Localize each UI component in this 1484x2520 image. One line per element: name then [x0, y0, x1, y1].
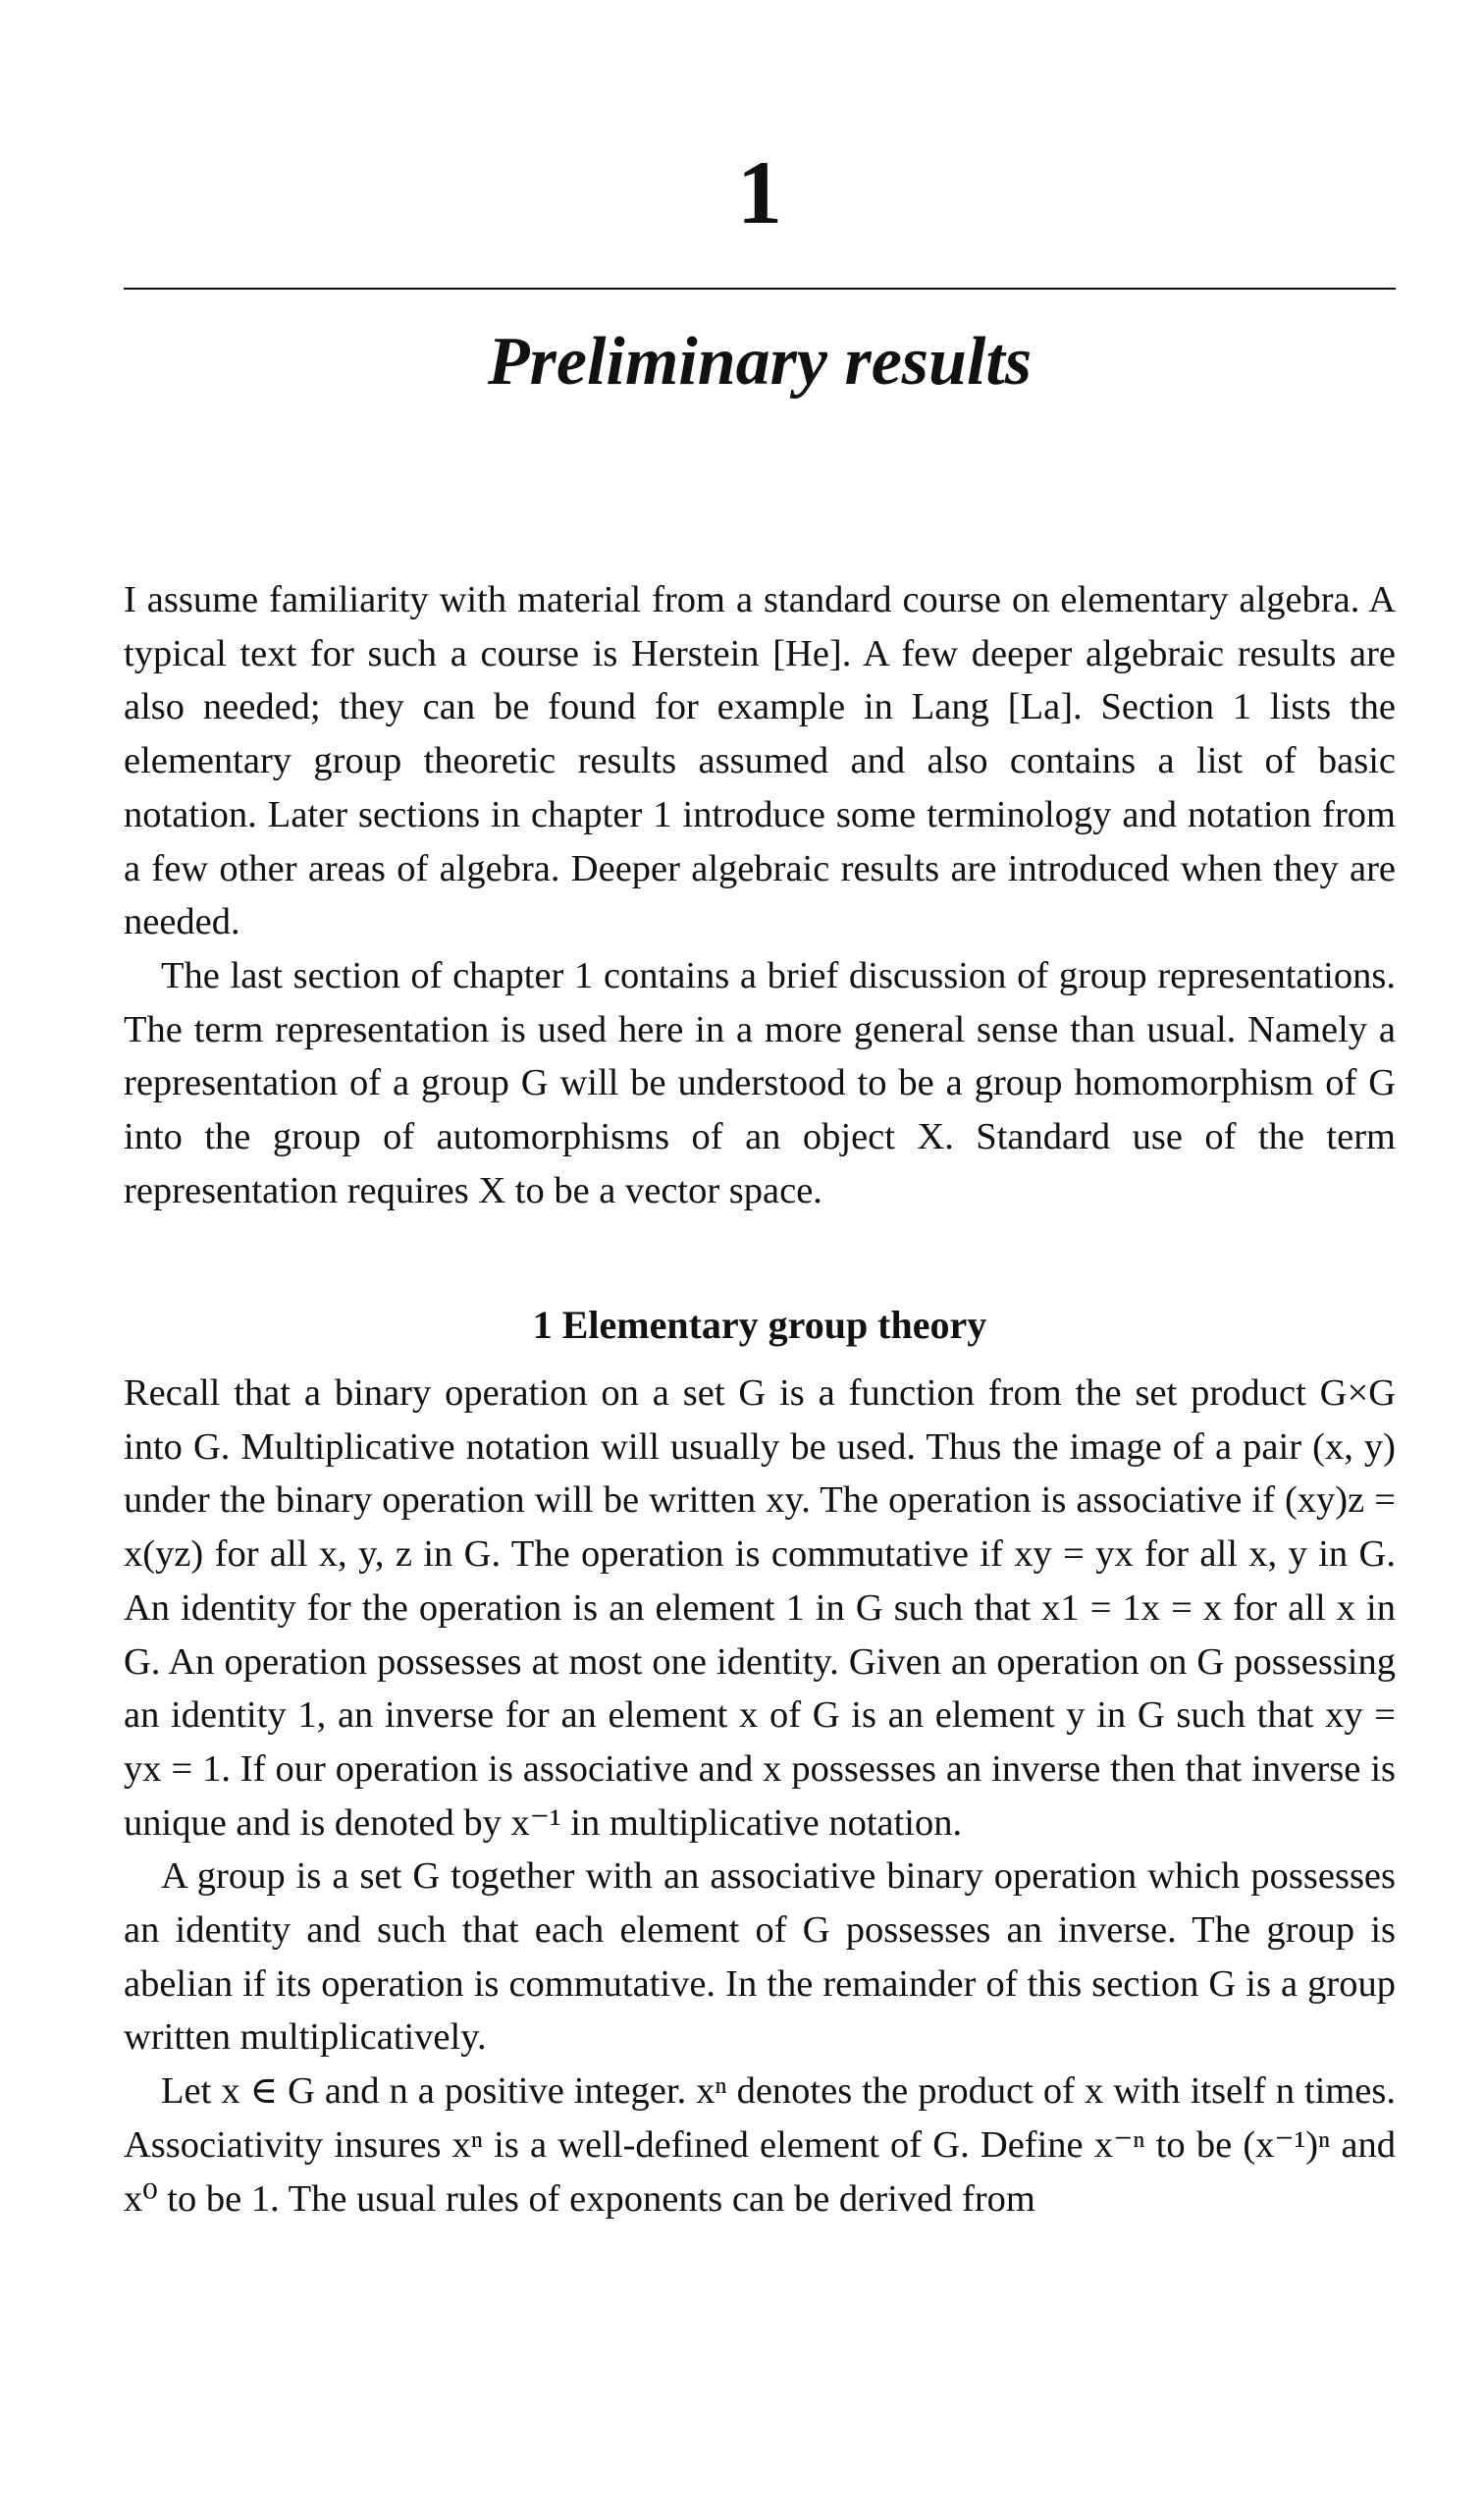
- intro-paragraph-2: The last section of chapter 1 contains a brief discussion of group representations. The term representation is used here in a more general sense than usual. Namely a representation of a group G will be understood to be a group homomorphism of G into the group of automorphisms of an object X. Standard use of the term representation requires X to be a vector space.: [124, 954, 1396, 1211]
- section-paragraph-1: Recall that a binary operation on a set G is a function from the set product G×G into G. Multiplicative notation will usually be used. Thus the image of a pair (x, y) under the binary operation will be written xy. The operation is associative if (xy)z = x(yz) for all x, y, z in G. The operation is commutative if xy = yx for all x, y in G. An identity for the operation is an element 1 in G such that x1 = 1x = x for all x in G. An operation possesses at most one identity. Given an operation on G possessing an identity 1, an inverse for an element x of G is an element y in G such that xy = yx = 1. If our operation is associative and x possesses an inverse then that inverse is unique and is denoted by x⁻¹ in multiplicative notation.: [124, 1372, 1396, 1844]
- section-paragraph-2: A group is a set G together with an associative binary operation which possesses an identity and such that each element of G possesses an inverse. The group is abelian if its operation is commutative. In the remainder of this section G is a group written multiplicatively.: [124, 1855, 1396, 2059]
- section-heading: 1 Elementary group theory: [532, 1303, 987, 1347]
- section-text: [124, 1367, 1396, 2225]
- chapter-rule: [124, 288, 1396, 290]
- chapter-title: Preliminary results: [487, 324, 1033, 400]
- chapter-number: 1: [737, 142, 782, 242]
- intro-text: [124, 573, 1396, 1217]
- section-paragraph-3: Let x ∈ G and n a positive integer. xⁿ denotes the product of x with itself n times. Associativity insures xⁿ is a well-defined element of G. Define x⁻ⁿ to be (x⁻¹)ⁿ and x⁰ to be 1. The usual rules of exponents can be derived from: [124, 2070, 1396, 2220]
- intro-paragraph-1: I assume familiarity with material from a standard course on elementary algebra. A typical text for such a course is Herstein [He]. A few deeper algebraic results are also needed; they can be found for example in Lang [La]. Section 1 lists the elementary group theoretic results assumed and also contains a list of basic notation. Later sections in chapter 1 introduce some terminology and notation from a few other areas of algebra. Deeper algebraic results are introduced when they are needed.: [124, 579, 1396, 943]
- book-page: [124, 0, 1396, 2520]
